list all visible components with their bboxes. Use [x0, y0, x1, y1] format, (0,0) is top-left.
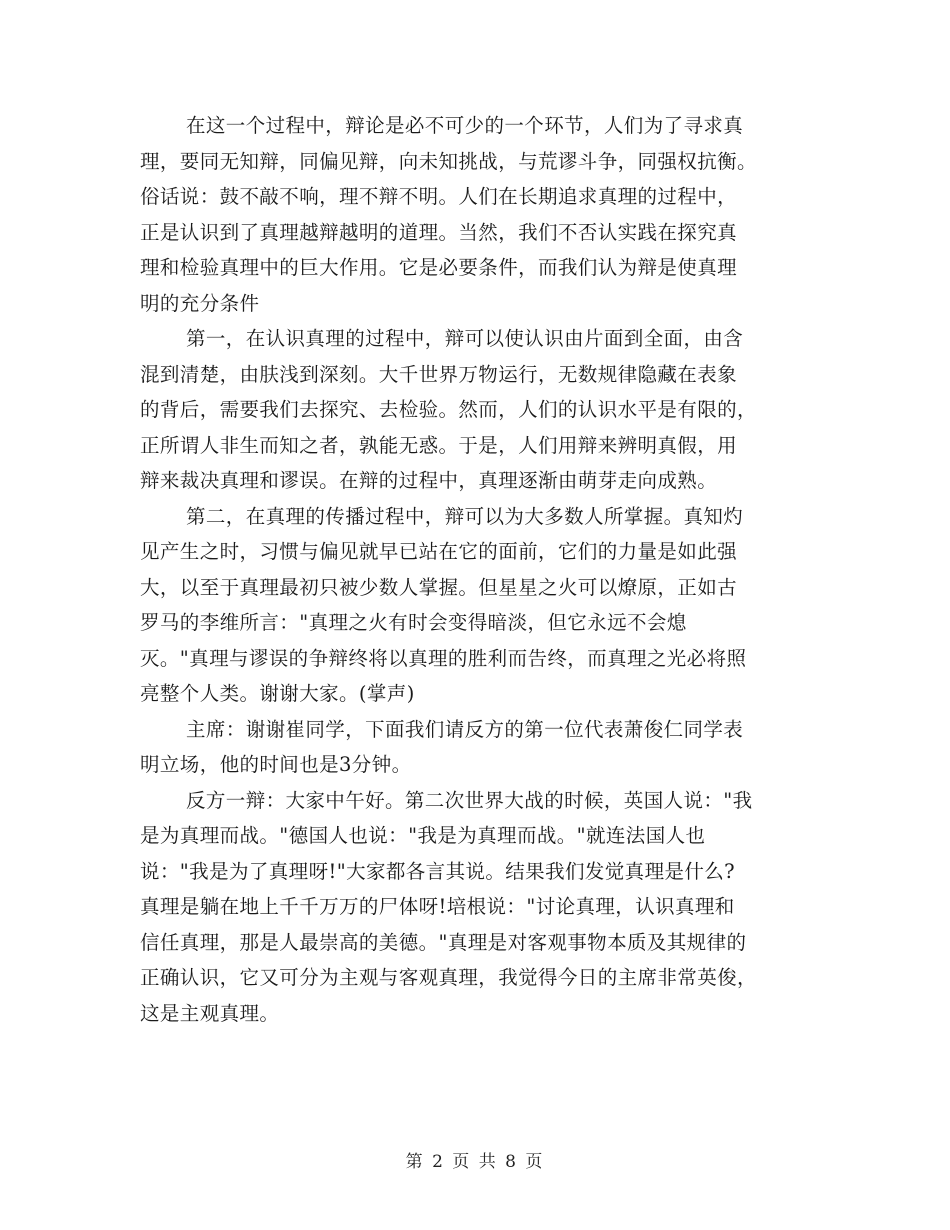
- text-line: 主席：谢谢崔同学，下面我们请反方的第一位代表萧俊仁同学表: [186, 717, 744, 741]
- document-body: [140, 108, 812, 1031]
- text-line: 正是认识到了真理越辩越明的道理。当然，我们不否认实践在探究真: [140, 220, 738, 244]
- text-line: 明的充分条件: [140, 291, 260, 315]
- text-line: 真理是躺在地上千千万万的尸体呀!培根说："讨论真理，认识真理和: [140, 895, 735, 918]
- text-line: 混到清楚，由肤浅到深刻。大千世界万物运行，无数规律隐藏在表象: [140, 362, 738, 386]
- text-line: 理，要同无知辩，同偏见辩，向未知挑战，与荒谬斗争，同强权抗衡。: [140, 149, 757, 173]
- text-line: 理和检验真理中的巨大作用。它是必要条件，而我们认为辩是使真理: [140, 256, 738, 279]
- page-number-label: 第 2 页 共 8 页: [405, 1152, 545, 1172]
- text-line: 反方一辩：大家中午好。第二次世界大战的时候，英国人说："我: [186, 788, 753, 812]
- text-line: 明立场，他的时间也是3分钟。: [140, 753, 412, 776]
- text-line: 亮整个人类。谢谢大家。(掌声): [140, 682, 415, 705]
- text-line: 正确认识，它又可分为主观与客观真理，我觉得今日的主席非常英俊，: [140, 966, 757, 989]
- text-line: 在这一个过程中，辩论是必不可少的一个环节，人们为了寻求真: [186, 114, 744, 137]
- text-line: 说："我是为了真理呀!"大家都各言其说。结果我们发觉真理是什么?: [140, 859, 736, 883]
- text-line: 辩来裁决真理和谬误。在辩的过程中，真理逐渐由萌芽走向成熟。: [140, 469, 718, 492]
- text-line: 正所谓人非生而知之者，孰能无惑。于是，人们用辩来辨明真假，用: [140, 433, 738, 457]
- text-line: 第二，在真理的传播过程中，辩可以为大多数人所掌握。真知灼: [186, 504, 744, 528]
- text-line: 灭。"真理与谬误的争辩终将以真理的胜利而告终，而真理之光必将照: [140, 646, 747, 670]
- text-line: 第一，在认识真理的过程中，辩可以使认识由片面到全面，由含: [186, 327, 744, 350]
- text-line: 俗话说：鼓不敲不响，理不辩不明。人们在长期追求真理的过程中，: [140, 185, 738, 208]
- text-line: 的背后，需要我们去探究、去检验。然而，人们的认识水平是有限的，: [140, 398, 757, 421]
- page-footer: [0, 1147, 950, 1172]
- text-line: 大，以至于真理最初只被少数人掌握。但星星之火可以燎原，正如古: [140, 575, 738, 599]
- text-line: 信任真理，那是人最崇高的美德。"真理是对客观事物本质及其规律的: [140, 930, 747, 954]
- text-line: 是为真理而战。"德国人也说："我是为真理而战。"就连法国人也: [140, 824, 706, 847]
- text-line: 见产生之时，习惯与偏见就早已站在它的面前，它们的力量是如此强: [140, 540, 738, 563]
- text-line: 这是主观真理。: [140, 1001, 280, 1025]
- text-line: 罗马的李维所言："真理之火有时会变得暗淡，但它永远不会熄: [140, 611, 687, 634]
